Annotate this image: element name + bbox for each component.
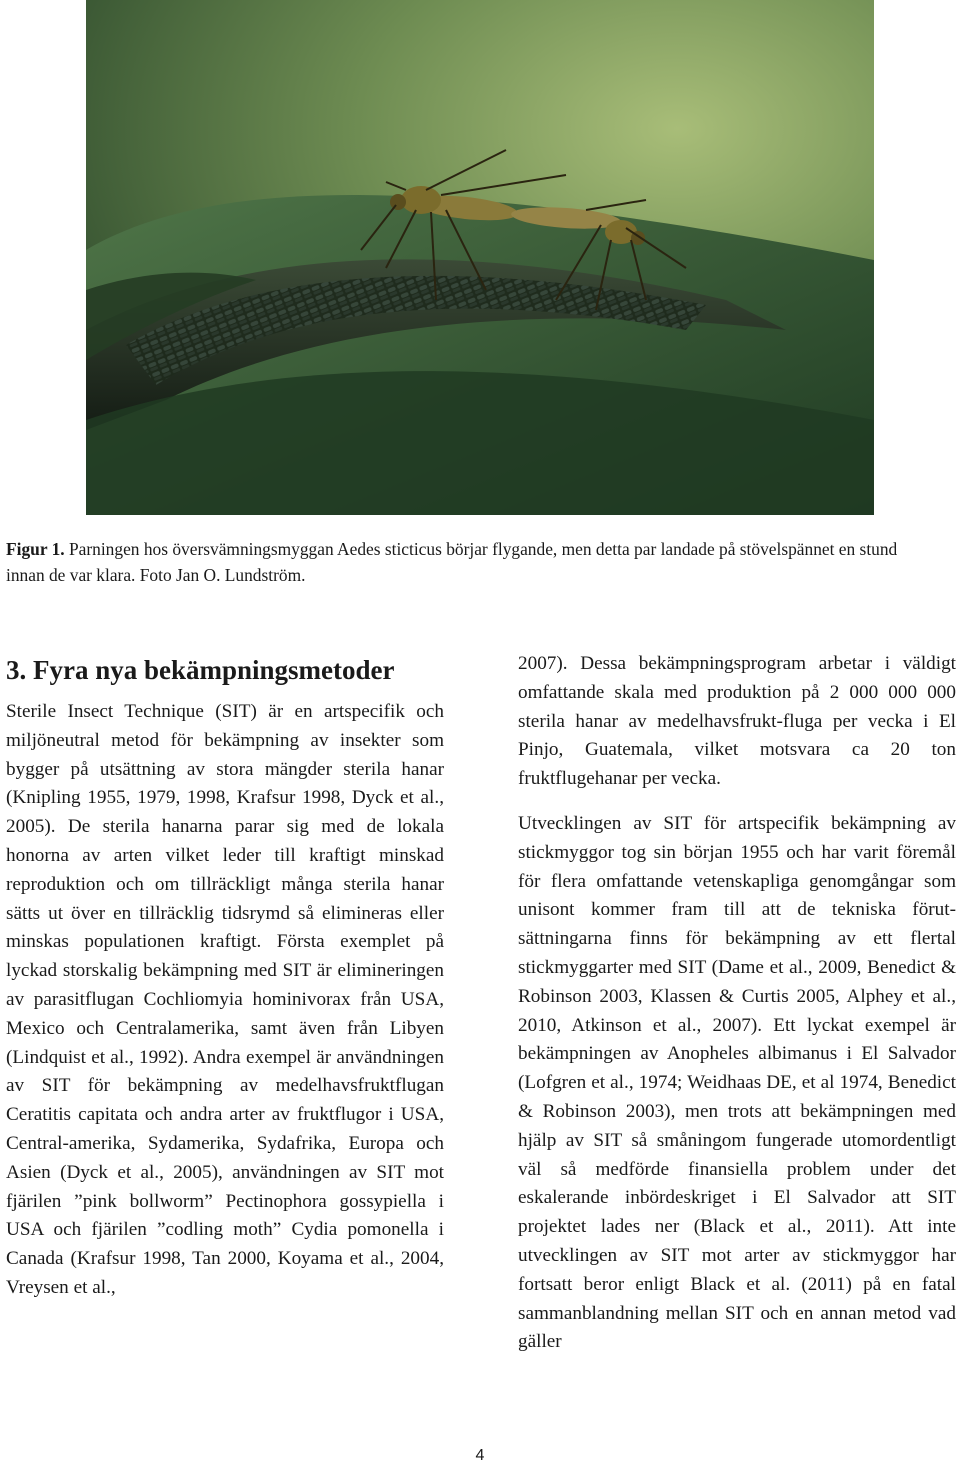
left-paragraph xyxy=(6,698,444,1303)
page-number: 4 xyxy=(475,1447,485,1464)
sit-term: Sterile Insect Technique (SIT) xyxy=(6,701,257,722)
right-column xyxy=(518,650,956,1357)
figure-caption-label: Figur 1. xyxy=(6,539,65,559)
section-heading: 3. Fyra nya bekämpningsmetoder xyxy=(6,655,395,685)
figure-caption xyxy=(6,536,936,588)
right-paragraph-2: Utvecklingen av SIT för artspecifik bekämpning av stickmyggor tog sin början 1955 och har varit föremål för flera omfattande vetenskapliga genomgångar som unisont kommer fram till att de tekniska förut-sättningarna finns för bekämpning av ett flertal stickmyggarter med SIT (Dame et al., 2009, Benedict & Robinson 2003, Klassen & Curtis 2005, Alphey et al., 2010, Atkinson et al., 2007). Ett lyckat exempel är bekämpningen av Anopheles albimanus i El Salvador (Lofgren et al., 1974; Weidhaas DE, et al 1974, Benedict & Robinson 2003), men trots att bekämpningen med hjälp av SIT så småningom fungerade utomordentligt väl så medförde finansiella problem under det eskalerande inbördeskriget i El Salvador att SIT projektet lades ner (Black et al., 2011). Att inte utvecklingen av SIT mot arter av stickmyggor har fortsatt beror enligt Black et al. (2011) på en fatal sammanblandning mellan SIT och en annan metod vad gäller xyxy=(518,812,956,1353)
figure-photo xyxy=(86,0,874,515)
right-paragraph-1: 2007). Dessa bekämpningsprogram arbetar i väldigt omfattande skala med produktion på 2 000 000 000 sterila hanar av medelhavsfrukt-fluga per vecka i El Pinjo, Guatemala, vilket motsvara ca 20 ton fruktflugehanar per vecka. xyxy=(518,653,956,790)
mosquito-photo-illustration xyxy=(86,0,874,515)
left-paragraph-text: är en artspecifik och miljöneutral metod för bekämpning av insekter som bygger på utsättning av stora mängder sterila hanar (Knipling 1955, 1979, 1998, Krafsur 1998, Dyck et al., 2005). De sterila hanarna parar sig med de lokala honorna av arten vilket leder till kraftigt minskad reproduktion och om tillräckligt många sterila hanar sätts ut över en tillräcklig tidsrymd så elimineras eller minskas populationen kraftigt. Första exemplet på lyckad storskalig bekämpning med SIT är elimineringen av parasitflugan Cochliomyia hominivorax från USA, Mexico och Centralamerika, samt även från Libyen (Lindquist et al., 1992). Andra exempel är användningen av SIT för bekämpning av medelhavsfruktflugan Ceratitis capitata och andra arter av fruktflugor i USA, Central-amerika, Sydamerika, Sydafrika, Europa och Asien (Dyck et al., 2005), användningen av SIT mot fjärilen ”pink bollworm” Pectinophora gossypiella i USA och fjärilen ”codling moth” Cydia pomonella i Canada (Krafsur 1998, Tan 2000, Koyama et al., 2004, Vreysen et al., xyxy=(6,701,444,1298)
left-column xyxy=(6,650,444,1303)
figure-caption-text: Parningen hos översvämningsmyggan Aedes sticticus börjar flygande, men detta par landade på stövelspännet en stund innan de var klara. Foto Jan O. Lundström. xyxy=(6,539,898,585)
